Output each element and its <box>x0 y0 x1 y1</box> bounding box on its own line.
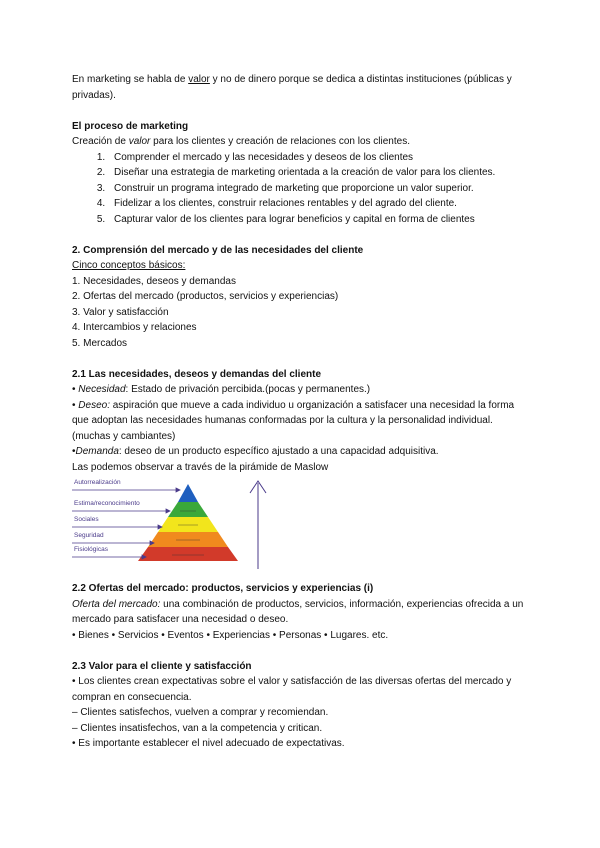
tier-autorrealizacion <box>178 484 198 502</box>
maslow-pyramid-diagram <box>72 477 272 575</box>
demanda-label: Demanda <box>75 446 119 457</box>
oferta-definition <box>72 597 532 628</box>
oferta-text: una combinación de productos, servicios, información, experiencias ofrecida a un mercado para satisfacer una necesidad o deseo. <box>72 598 524 625</box>
list-item: 3. Construir un programa integrado de marketing que proporcione un valor superior. <box>108 181 532 197</box>
tier-sociales <box>158 517 218 532</box>
oferta-label: Oferta del mercado: <box>72 598 161 610</box>
section-2-heading: 2. Comprensión del mercado y de las necesidades del cliente <box>72 244 364 256</box>
necesidad-label: Necesidad <box>78 384 126 395</box>
maslow-intro: Las podemos observar a través de la pirámide de Maslow <box>72 461 329 473</box>
marketing-process-line <box>72 134 532 150</box>
oferta-examples: • Bienes • Servicios • Eventos • Experiencias • Personas • Lugares. etc. <box>72 629 389 641</box>
valor-line: – Clientes satisfechos, vuelven a comprar y recomiendan. <box>72 707 329 718</box>
list-item: 2. Diseñar una estrategia de marketing orientada a la creación de valor para los clientes. <box>108 165 532 181</box>
maslow-label-autorrealizacion: Autorrealización <box>74 479 121 486</box>
intro-underlined-word: valor <box>188 74 210 85</box>
intro-paragraph <box>72 72 532 103</box>
section-2-3-heading: 2.3 Valor para el cliente y satisfacción <box>72 660 252 672</box>
concept-item: 4. Intercambios y relaciones <box>72 322 197 333</box>
process-line-prefix: Creación de <box>72 136 129 147</box>
necesidad-definition: • Necesidad: Estado de privación percibida.(pocas y permanentes.) <box>72 384 371 395</box>
list-item: 4. Fidelizar a los clientes, construir relaciones rentables y del agrado del cliente. <box>108 196 532 212</box>
deseo-definition: • Deseo: aspiración que mueve a cada individuo u organización a satisfacer una necesidad la forma que adoptan las necesidades humanas conformadas por la cultura y la personalidad individual. (muchas y cambiantes) <box>72 399 515 442</box>
section-2-subheading: Cinco conceptos básicos: <box>72 260 186 271</box>
maslow-label-seguridad: Seguridad <box>74 532 104 539</box>
tier-estima <box>168 502 208 517</box>
intro-prefix: En marketing se habla de <box>72 74 189 85</box>
tier-seguridad <box>148 532 228 547</box>
deseo-label: Deseo: <box>78 399 110 411</box>
tier-fisiologicas <box>138 547 238 561</box>
process-line-italic: valor <box>128 136 151 147</box>
demanda-text: : deseo de un producto específico ajustado a una capacidad adquisitiva. <box>118 446 439 457</box>
up-arrow-icon <box>248 477 268 575</box>
marketing-steps-list <box>72 150 532 228</box>
process-line-suffix: para los clientes y creación de relaciones con los clientes. <box>150 136 410 147</box>
concept-item: 1. Necesidades, deseos y demandas <box>72 275 236 287</box>
valor-line: – Clientes insatisfechos, van a la competencia y critican. <box>72 722 323 734</box>
maslow-label-sociales: Sociales <box>74 516 99 523</box>
maslow-label-estima: Estima/reconocimiento <box>74 500 140 507</box>
list-item: 1. Comprender el mercado y las necesidades y deseos de los clientes <box>108 150 532 166</box>
demanda-definition: •Demanda: deseo de un producto específico ajustado a una capacidad adquisitiva. <box>72 446 439 457</box>
section-2-1-heading: 2.1 Las necesidades, deseos y demandas del cliente <box>72 368 322 380</box>
concept-item: 2. Ofertas del mercado (productos, servicios y experiencias) <box>72 291 339 302</box>
concept-item: 5. Mercados <box>72 337 128 349</box>
necesidad-text: : Estado de privación percibida.(pocas y permanentes.) <box>125 384 371 395</box>
list-item: 5. Capturar valor de los clientes para lograr beneficios y capital en forma de clientes <box>108 212 532 228</box>
valor-line: • Los clientes crean expectativas sobre el valor y satisfacción de las diversas ofertas del mercado y compran en consecuencia. <box>72 676 512 703</box>
marketing-process-heading: El proceso de marketing <box>72 120 189 132</box>
valor-line: • Es importante establecer el nivel adecuado de expectativas. <box>72 738 345 749</box>
section-2-2-heading: 2.2 Ofertas del mercado: productos, servicios y experiencias (i) <box>72 583 374 594</box>
maslow-label-fisiologicas: Fisiológicas <box>74 546 108 553</box>
deseo-text: aspiración que mueve a cada individuo u organización a satisfacer una necesidad la forma que adoptan las necesidades humanas conformadas por la cultura y la personalidad individual. (muchas y cambiantes) <box>72 399 515 442</box>
intro-suffix: y no de dinero porque se dedica a distintas instituciones (públicas y privadas). <box>72 74 512 101</box>
document-page <box>72 72 532 752</box>
concept-item: 3. Valor y satisfacción <box>72 306 169 318</box>
maslow-figure <box>72 477 532 575</box>
